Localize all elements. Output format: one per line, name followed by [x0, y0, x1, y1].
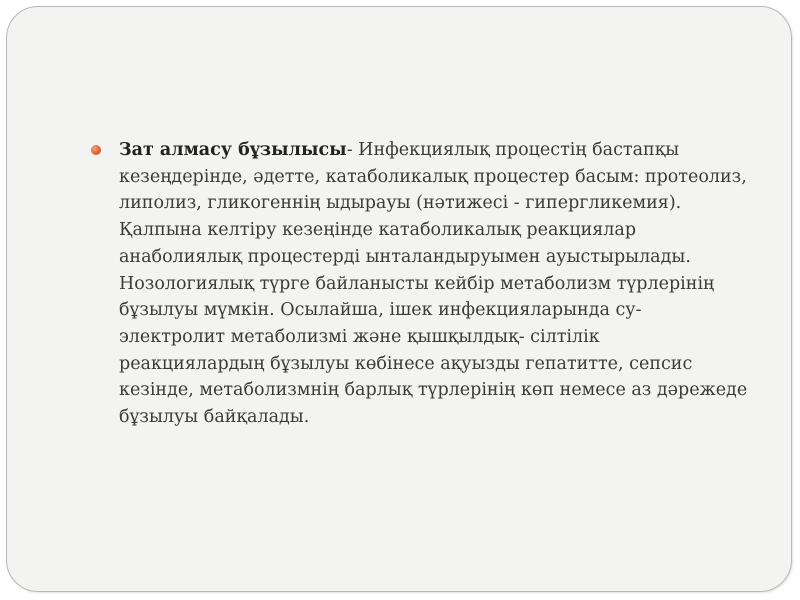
- paragraph-line: анаболиялық процестерді ынталандыруымен ауыстырылады.: [119, 246, 691, 267]
- term-heading: Зат алмасу бұзылысы: [119, 140, 347, 160]
- paragraph-line: бұзылуы мүмкін. Осылайша, ішек инфекцияларында су-: [119, 300, 642, 321]
- paragraph-line: Қалпына келтіру кезеңінде катаболикалық реакциялар: [119, 220, 637, 241]
- paragraph-line-1: [119, 137, 763, 164]
- paragraph-line: реакциялардың бұзылуы көбінесе ақуызды гепатитте, сепсис: [119, 353, 693, 374]
- paragraph-line: липолиз, гликогеннің ыдырауы (нәтижесі - гипергликемия).: [119, 193, 682, 214]
- paragraph-line: кезеңдерінде, әдетте, катаболикалық процестер басым: протеолиз,: [119, 166, 747, 187]
- paragraph-line: кезінде, метаболизмнің барлық түрлерінің көп немесе аз дәрежеде: [119, 380, 748, 401]
- bullet-icon: [91, 145, 101, 155]
- paragraph-line: электролит метаболизмі және қышқылдық- сілтілік: [119, 326, 600, 347]
- slide-frame: [6, 6, 792, 592]
- slide-content: [91, 137, 763, 431]
- bullet-paragraph: [91, 137, 763, 431]
- paragraph-line: Нозологиялық түрге байланысты кейбір метаболизм түрлерінің: [119, 273, 715, 294]
- first-line-text: - Инфекциялық процестің бастапқы: [346, 140, 680, 160]
- paragraph-line: бұзылуы байқалады.: [119, 407, 310, 428]
